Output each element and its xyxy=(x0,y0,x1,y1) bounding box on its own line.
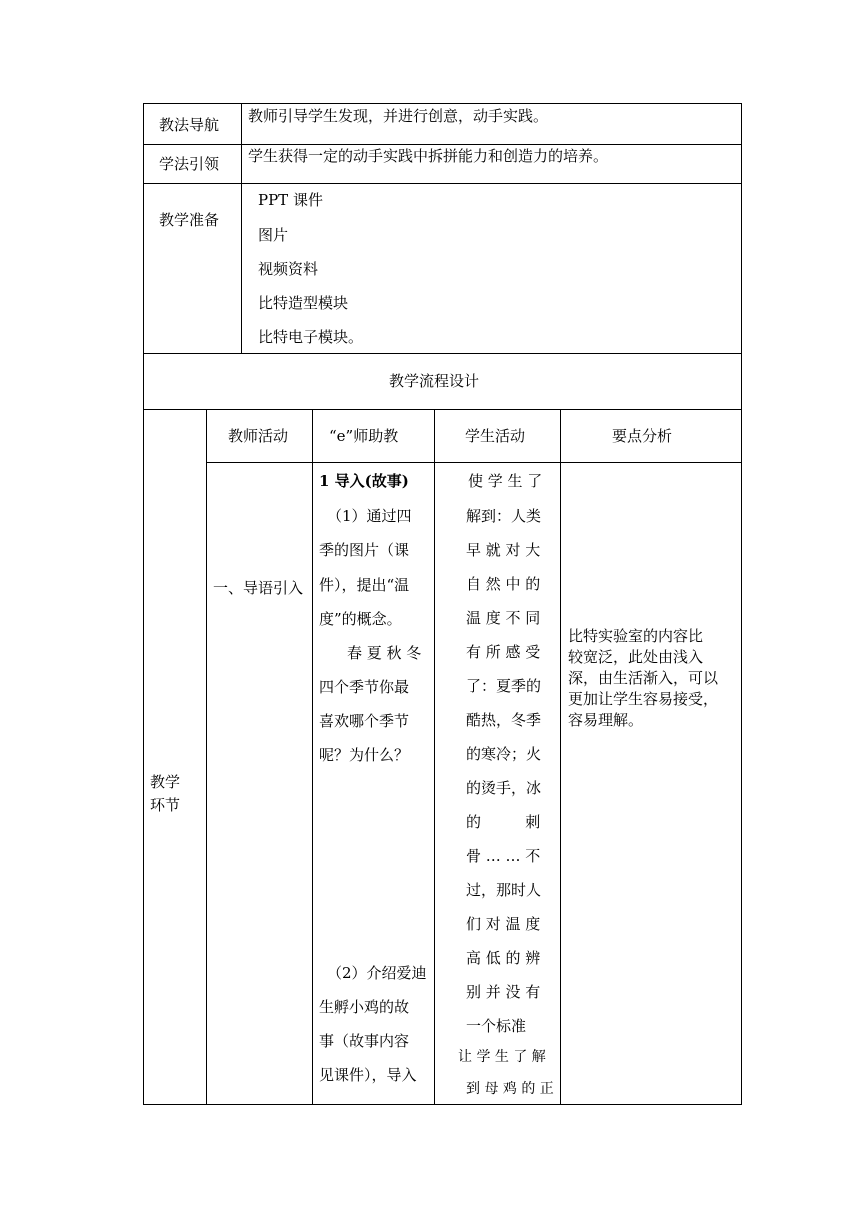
table-border xyxy=(206,409,207,1105)
table-border xyxy=(434,409,435,1105)
header-teacher-activity: 教师活动 xyxy=(228,427,289,445)
table-border xyxy=(143,183,742,184)
teacher-activity-intro: 一、导语引入 xyxy=(213,579,304,597)
preparation-item: 比特造型模块 xyxy=(258,294,349,312)
analysis-line: 比特实验室的内容比 xyxy=(568,627,704,645)
table-border xyxy=(241,103,242,354)
preparation-label: 教学准备 xyxy=(159,211,220,229)
e-teacher-line: （2）介绍爱迪 xyxy=(327,964,427,982)
e-teacher-line: 喜欢哪个季节 xyxy=(319,712,410,730)
e-teacher-line: 1 导入(故事) xyxy=(319,472,409,490)
student-line: 温 度 不 同 xyxy=(466,609,541,627)
preparation-item: 比特电子模块。 xyxy=(258,328,364,346)
student-line: 解到：人类 xyxy=(466,507,542,525)
table-border xyxy=(143,409,742,410)
flow-title: 教学流程设计 xyxy=(389,372,480,390)
header-e-teacher: “e”师助教 xyxy=(329,427,399,445)
header-student-activity: 学生活动 xyxy=(465,427,526,445)
student-line: 让 学 生 了 解 xyxy=(458,1049,546,1065)
table-border xyxy=(312,409,313,1105)
table-border xyxy=(206,462,742,463)
student-line: 一个标准 xyxy=(466,1017,527,1035)
e-teacher-line: （1）通过四 xyxy=(327,507,412,525)
e-teacher-line: 呢？为什么？ xyxy=(319,746,410,764)
e-teacher-line: 事（故事内容 xyxy=(319,1032,410,1050)
learning-guide-label: 学法引领 xyxy=(159,155,220,173)
table-border xyxy=(143,353,742,354)
e-teacher-line: 季的图片（课 xyxy=(319,541,410,559)
table-border xyxy=(143,1104,742,1105)
method-nav-label: 教法导航 xyxy=(159,116,220,134)
student-line: 别 并 没 有 xyxy=(466,983,541,1001)
e-teacher-line: 春 夏 秋 冬 xyxy=(347,644,422,662)
stage-label-line: 教学 xyxy=(150,773,181,791)
table-border xyxy=(741,103,742,1105)
analysis-line: 容易理解。 xyxy=(568,711,644,729)
table-border xyxy=(560,409,561,1105)
preparation-item: 视频资料 xyxy=(258,260,319,278)
e-teacher-line: 四个季节你最 xyxy=(319,678,410,696)
e-teacher-line: 度”的概念。 xyxy=(319,610,402,628)
student-line: 们 对 温 度 xyxy=(466,915,541,933)
student-line: 到 母 鸡 的 正 xyxy=(466,1081,554,1097)
e-teacher-line: 生孵小鸡的故 xyxy=(319,998,410,1016)
table-border xyxy=(143,103,144,1105)
preparation-item: PPT 课件 xyxy=(258,191,323,209)
header-analysis: 要点分析 xyxy=(612,427,673,445)
analysis-line: 更加让学生容易接受， xyxy=(568,690,719,708)
learning-guide-content: 学生获得一定的动手实践中拆拼能力和创造力的培养。 xyxy=(248,147,609,165)
student-line: 过，那时人 xyxy=(466,881,542,899)
student-line: 酷热，冬季 xyxy=(466,711,542,729)
student-line: 的 刺 xyxy=(466,813,541,831)
e-teacher-line: 件），提出“温 xyxy=(319,576,410,594)
student-line: 了：夏季的 xyxy=(466,677,542,695)
student-line: 早 就 对 大 xyxy=(466,541,541,559)
analysis-line: 较宽泛，此处由浅入 xyxy=(568,648,704,666)
student-line: 的烫手，冰 xyxy=(466,779,542,797)
student-line: 有 所 感 受 xyxy=(466,643,541,661)
method-nav-content: 教师引导学生发现，并进行创意，动手实践。 xyxy=(248,107,549,125)
table-border xyxy=(143,144,742,145)
student-line: 骨 … … 不 xyxy=(466,847,541,865)
table-border xyxy=(143,103,742,104)
stage-label-line: 环节 xyxy=(150,796,181,814)
preparation-item: 图片 xyxy=(258,226,289,244)
analysis-line: 深，由生活渐入，可以 xyxy=(568,669,719,687)
student-line: 使 学 生 了 xyxy=(468,472,543,490)
student-line: 高 低 的 辨 xyxy=(466,949,541,967)
student-line: 自 然 中 的 xyxy=(466,575,541,593)
e-teacher-line: 见课件），导入 xyxy=(319,1066,417,1084)
student-line: 的寒冷；火 xyxy=(466,745,542,763)
